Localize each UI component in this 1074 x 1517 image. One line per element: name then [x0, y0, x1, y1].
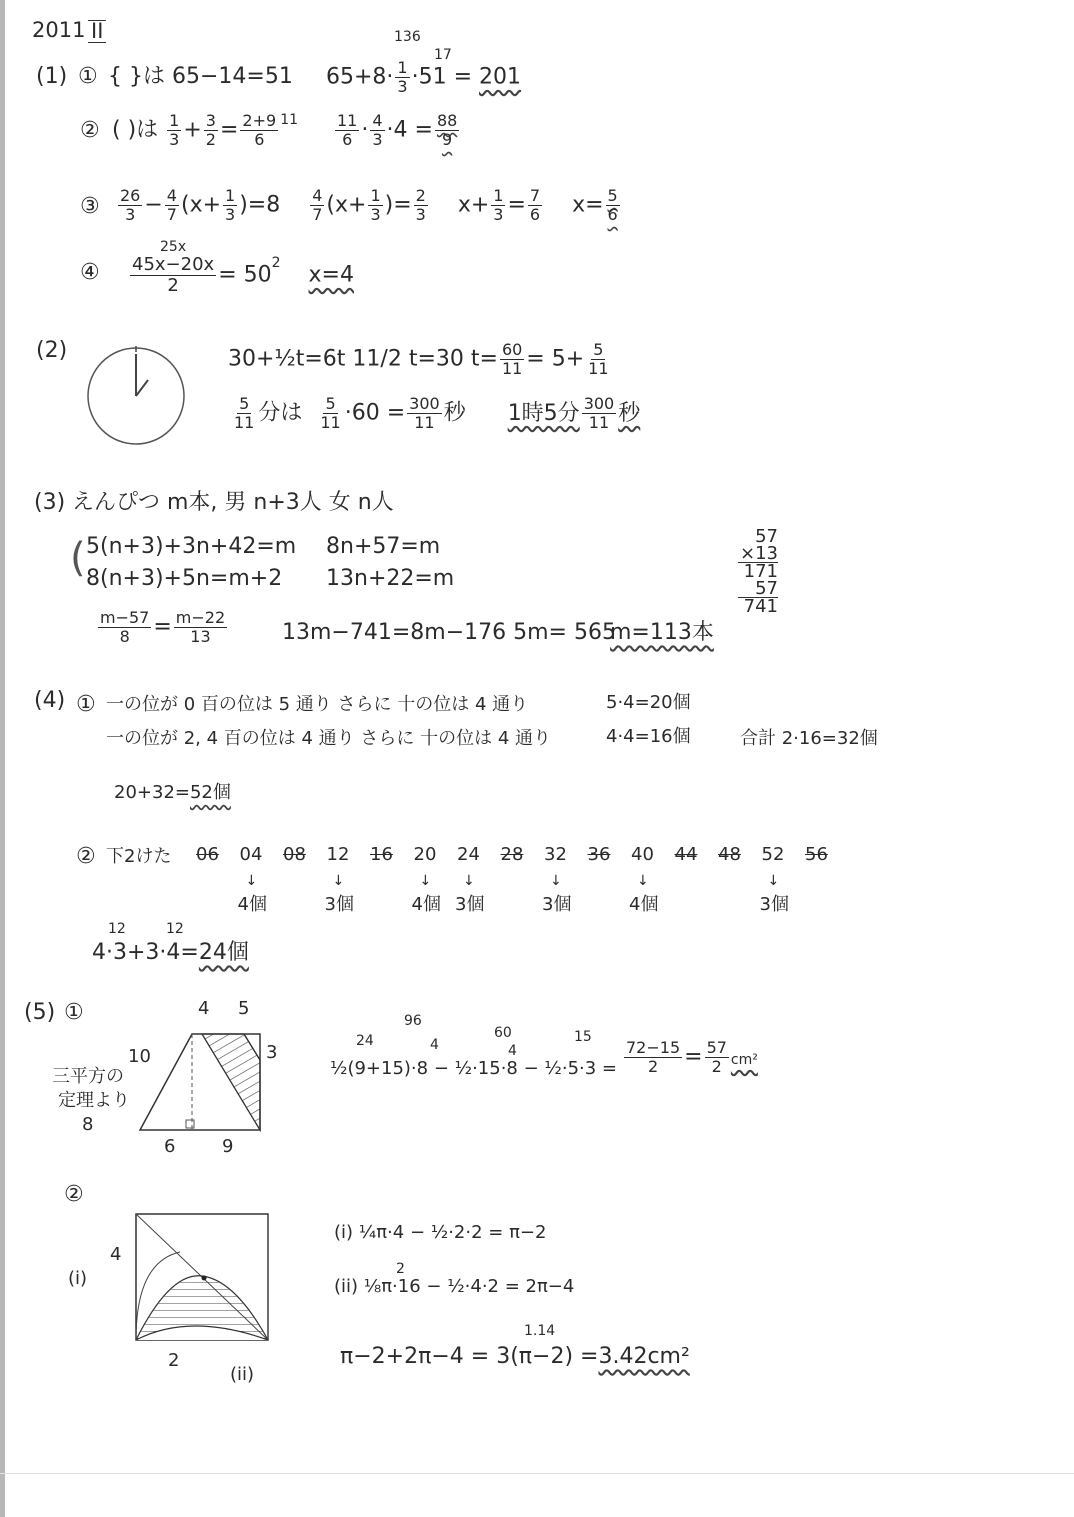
frac-den: 11: [320, 413, 341, 432]
q4-p1-row1: 一の位が 0 百の位は 5 通り さらに 十の位は 4 通り: [106, 694, 529, 715]
q1-p2-text: ( )は: [112, 117, 159, 143]
q3-eq2: 8(n+3)+5n=m+2: [86, 566, 283, 591]
page-bottom-line: [0, 1473, 1074, 1474]
count-label: 4個: [411, 894, 441, 915]
q2-label: (2): [36, 338, 68, 363]
q3-intro: えんぴつ m本, 男 n+3人 女 n人: [72, 490, 394, 515]
q3-brace: (: [70, 535, 86, 581]
frac-num: m−22: [175, 608, 226, 627]
frac-den: 3: [169, 130, 180, 149]
lower-two-digits-item: 40: [631, 844, 654, 865]
q5-p2-num: ②: [64, 1182, 84, 1207]
frac-den: 6: [254, 130, 265, 149]
q2-l1-text: 30+½t=6t 11/2 t=30 t=: [228, 346, 498, 372]
q1-p1-work: [326, 60, 521, 95]
frac-den: 3: [370, 205, 381, 224]
q5-label: (5): [24, 1000, 56, 1025]
q5-p1-over-96: 96: [404, 1013, 422, 1029]
q1-p1-over-17: 17: [434, 47, 452, 63]
q1-p3-t3: (x+: [326, 192, 367, 218]
q4-p1-row3: [114, 784, 231, 802]
count-label: 4個: [237, 894, 267, 915]
q2-l2-t2: ·60 =: [344, 400, 406, 426]
frac-den: 13: [190, 627, 211, 646]
unit: cm²: [730, 1051, 758, 1068]
lower-two-digits-item: 20: [413, 844, 437, 865]
q1-p4-sup: 2: [271, 255, 281, 271]
frac-den: 6: [607, 205, 618, 224]
q1-p3-t5: x+: [457, 192, 490, 218]
q5-p2-over3: 1.14: [524, 1323, 556, 1339]
q4-p1-row2-calc: 4·4=16個: [606, 726, 691, 747]
frac-den: 3: [372, 130, 383, 149]
frac-den: 6: [529, 205, 541, 224]
frac-num: 300: [583, 394, 615, 413]
q5-p1-over-60: 60: [494, 1025, 512, 1041]
fraction: [500, 342, 524, 377]
q5-p1-num: ①: [64, 1000, 84, 1025]
q5-p1-over-4b: 4: [508, 1043, 517, 1059]
q3-answer: m=113本: [610, 620, 714, 645]
q5-p1-answer: [703, 1038, 758, 1076]
q5-p1-lbl3: 3: [266, 1042, 278, 1063]
frac-den: 8: [119, 627, 130, 646]
q5-p2-eq3-row: [340, 1346, 690, 1368]
frac-num: 5: [239, 394, 250, 413]
fraction: [167, 113, 181, 148]
frac-num: 1: [370, 186, 381, 205]
frac-num: 4: [166, 186, 177, 205]
frac-den: 11: [234, 413, 255, 432]
frac-den: 3: [125, 205, 136, 224]
q5-p2-lbl4: 4: [110, 1244, 122, 1265]
q1-p4-t: = 50: [218, 262, 272, 288]
q1-p3-t2: )=8: [239, 192, 281, 218]
q3-frac-eq: $\frac{m-57}{8}$ = $\frac{m-22}{13}$: [100, 608, 226, 646]
q1-p1-over-136: 136: [394, 29, 421, 45]
scan-edge: [0, 0, 5, 1517]
fraction: [368, 188, 382, 223]
fraction: [586, 342, 610, 377]
q1-p2-sup: 11: [280, 112, 299, 128]
frac-den: 6: [342, 130, 353, 149]
q4-p1-row2-total: 合計 2·16=32個: [740, 728, 878, 749]
fraction: [335, 113, 359, 148]
calc-line: 741: [743, 596, 778, 617]
q1-p4-num: ④: [80, 260, 100, 285]
q5-p2-lbl-ii: (ii): [230, 1364, 255, 1385]
q5-p2-eq1: (i) ¼π·4 − ½·2·2 = π−2: [334, 1222, 547, 1243]
down-arrow-icon: ↓: [332, 873, 345, 889]
q2-answer: [507, 394, 641, 432]
calc-line: 57: [738, 580, 778, 598]
fraction: [318, 396, 342, 431]
lower-two-digits-item: 24: [457, 844, 480, 865]
frac-den: 3: [397, 77, 408, 96]
fraction: [582, 396, 617, 431]
q3-eq1: 5(n+3)+3n+42=m: [86, 534, 297, 559]
frac-den: 3: [225, 205, 236, 224]
q5-p2-lbl2: 2: [168, 1350, 180, 1371]
fraction: [223, 188, 237, 223]
square-figure: [130, 1212, 270, 1344]
down-arrow-icon: ↓: [550, 873, 562, 889]
down-arrow-icon: ↓: [767, 873, 780, 889]
frac-num: 5: [593, 340, 604, 359]
q1-p2-answer: [435, 113, 459, 148]
q1-p1-answer: 201: [479, 64, 522, 90]
frac-num: 4: [312, 186, 323, 205]
q5-p2-eq2: (ii) ⅛π·16 − ½·4·2 = 2π−4: [334, 1276, 575, 1297]
lower-two-digits-item: 48: [718, 844, 741, 865]
q5-p2-eq3: π−2+2π−4 = 3(π−2) =: [340, 1344, 599, 1369]
q5-p1-note3: 8: [82, 1114, 94, 1135]
frac-den: 11: [588, 359, 609, 378]
lower-two-digits-item: 06: [196, 844, 219, 865]
q1-p4-work: [128, 256, 354, 295]
fraction: [232, 396, 256, 431]
frac-num: 1: [169, 111, 180, 130]
q5-p1-lbl6: 6: [164, 1136, 176, 1157]
fraction: [310, 188, 324, 223]
fraction: [130, 256, 216, 295]
calc-line: 171: [743, 561, 778, 582]
frac-den: 2: [647, 1057, 659, 1076]
q1-p3-work: $\frac{26}{3}$ − $\frac{4}{7}$ (x+ $\frac{1}{3}$ )=8 $\frac{4}{7}$ (x+ $\frac{1}{3}$ )= $\frac{2}{3}$ x+ $\frac{1}{3}$ = $\frac{7}{6}$ x= $\frac{5}{6}$: [120, 186, 618, 224]
q2-ans-pre: 1時5分: [507, 400, 580, 426]
q5-p1-result: $\frac{72-15}{2}$ = $\frac{57}{2}$ cm²: [626, 1038, 758, 1076]
count-label: 3個: [324, 894, 354, 915]
fraction: [98, 610, 151, 645]
fraction: [240, 113, 278, 148]
q1-p4-over: 25x: [160, 239, 187, 255]
trapezoid-figure: [140, 1030, 270, 1136]
calc-line: 57: [755, 526, 778, 547]
lower-two-digits-item: 28: [500, 844, 524, 865]
right-angle-mark: [186, 1120, 194, 1128]
count-label: 4個: [629, 894, 659, 915]
q5-p1-lbl10: 10: [128, 1046, 151, 1067]
frac-den: 9: [442, 130, 453, 149]
frac-den: 2: [205, 130, 216, 149]
clock-figure: [86, 346, 190, 450]
q1-p1-text: { }は 65−14=51: [108, 64, 293, 89]
q5-p1-over-4a: 4: [430, 1037, 439, 1053]
frac-num: 26: [120, 186, 141, 205]
q2-l2-t3: 秒: [443, 400, 466, 426]
q1-p1-work-b: ·51 =: [411, 64, 473, 90]
q4-p2-over-b: 12: [166, 921, 184, 937]
header-year: 2011: [32, 18, 86, 42]
frac-num: 5: [607, 186, 618, 205]
frac-num: 3: [205, 111, 216, 130]
q2-line2: [230, 396, 640, 431]
q5-p2-answer: 3.42cm²: [598, 1344, 690, 1369]
fraction: [395, 60, 409, 95]
lower-two-digits-item: 04: [239, 844, 263, 865]
down-arrow-icon: ↓: [245, 873, 258, 889]
intersection-point: [202, 1276, 207, 1281]
frac-den: 7: [166, 205, 177, 224]
q3-eq2-right: 13n+22=m: [326, 566, 455, 591]
q5-p2-over2: 2: [396, 1261, 405, 1277]
count-label: 3個: [455, 894, 485, 915]
q1-p3-t4: )=: [384, 192, 412, 218]
q5-p1-over-15: 15: [574, 1029, 592, 1045]
fraction: [414, 188, 428, 223]
q3-side-calc: [738, 528, 778, 615]
q2-l2-t1: 分は: [258, 400, 303, 426]
frac-den: 3: [493, 205, 504, 224]
q5-p1-expr: ½(9+15)·8 − ½·15·8 − ½·5·3 =: [330, 1058, 617, 1079]
q1-label: (1): [36, 64, 68, 89]
q5-p1-over-24: 24: [356, 1033, 374, 1049]
q5-p1-note2: 定理より: [58, 1090, 130, 1111]
q4-p2-sum: 4·3+3·4=: [92, 940, 199, 965]
lower-two-digits-item: 56: [805, 844, 828, 865]
frac-den: 2: [711, 1057, 722, 1076]
q4-p1-num: ①: [76, 692, 96, 717]
frac-den: 11: [501, 359, 523, 378]
frac-den: 2: [167, 275, 179, 296]
q4-p1-row2: 一の位が 2, 4 百の位は 4 通り さらに 十の位は 4 通り: [106, 728, 552, 749]
fraction: [165, 188, 179, 223]
frac-num: 300: [409, 394, 440, 413]
frac-num: 2: [415, 186, 426, 205]
q3-label: (3): [34, 490, 66, 515]
frac-num: 1: [493, 186, 504, 205]
q5-p1-lbl4: 4: [198, 998, 210, 1019]
q2-l1-t: = 5+: [526, 346, 585, 372]
lower-two-digits-item: 16: [370, 844, 393, 865]
q2-ans-post: 秒: [618, 400, 641, 426]
fraction: [407, 396, 442, 431]
q1-p1-work-a: 65+8·: [326, 64, 394, 90]
lower-two-digits-item: 12: [326, 844, 350, 865]
lower-two-digits-item: 36: [587, 844, 611, 865]
frac-num: 1: [225, 186, 236, 205]
q1-p3-answer: [606, 188, 620, 223]
lower-two-digits-item: 52: [761, 844, 785, 865]
q1-p3-num: ③: [80, 194, 100, 219]
frac-num: 88: [436, 111, 458, 130]
fraction: [370, 113, 384, 148]
q4-p2-num: ②: [76, 844, 96, 869]
fraction: [705, 1040, 729, 1075]
fraction: [174, 610, 227, 645]
q3-eq1-right: 8n+57=m: [326, 534, 441, 559]
frac-num: 2+9: [242, 111, 277, 130]
frac-num: 1: [397, 58, 408, 77]
q1-p2-num: ②: [80, 118, 100, 143]
q1-p3-t1: (x+: [180, 192, 222, 218]
shaded-region: [202, 1034, 260, 1130]
q5-p1-lbl5: 5: [238, 998, 250, 1019]
fraction: [491, 188, 505, 223]
q2-line1: [228, 342, 613, 377]
frac-num: 4: [372, 111, 383, 130]
count-label: 3個: [542, 894, 572, 915]
lower-two-digits-item: 44: [674, 844, 698, 865]
frac-num: 11: [336, 111, 358, 130]
calc-line: ×13: [740, 543, 778, 564]
q1-p2-work: ( )は $\frac{1}{3}$ + $\frac{3}{2}$ = $\frac{2+9}{6}$ $^{11}$ $\frac{11}{6}$ · $\frac{4}{3}$ ·4 = $\frac{88}{9}$: [112, 111, 458, 149]
q4-p1-row1-calc: 5·4=20個: [606, 692, 691, 713]
frac-num: 57: [706, 1038, 727, 1057]
q3-step: 13m−741=8m−176 5m= 565: [282, 620, 616, 645]
q5-p1-lbl9: 9: [222, 1136, 234, 1157]
count-label: 3個: [759, 894, 789, 915]
frac-num: 7: [529, 186, 541, 205]
frac-den: 11: [414, 413, 435, 432]
down-arrow-icon: ↓: [463, 873, 475, 889]
down-arrow-icon: ↓: [637, 873, 649, 889]
frac-den: 3: [415, 205, 426, 224]
clock-hour-hand: [136, 380, 148, 396]
frac-num: 60: [501, 340, 523, 359]
fraction: [624, 1040, 682, 1075]
q4-p2-over-a: 12: [108, 921, 126, 937]
q1-p1-num: ①: [78, 64, 98, 89]
q4-p1-sum: 20+32=: [114, 782, 190, 803]
lower-two-digits-item: 32: [544, 844, 567, 865]
fraction: [204, 113, 218, 148]
frac-den: 7: [312, 205, 323, 224]
frac-num: 45x−20x: [132, 254, 215, 275]
q5-p1-note1: 三平方の: [52, 1066, 124, 1087]
q1-p2-tail: ·4 =: [386, 117, 433, 143]
fraction: [528, 188, 542, 223]
q1-p4-answer: x=4: [308, 262, 354, 288]
lower-two-digits-item: 08: [283, 844, 306, 865]
q1-p3-t6: x=: [572, 192, 604, 218]
frac-num: m−57: [100, 608, 150, 627]
q5-p2-lbl-i: (i): [68, 1268, 88, 1289]
frac-den: 11: [588, 413, 610, 432]
q4-p2-label: 下2けた: [106, 846, 172, 867]
q4-p2-answer: 24個: [198, 940, 249, 965]
header-section: II: [88, 20, 106, 43]
q4-p1-answer: 52個: [189, 782, 231, 803]
down-arrow-icon: ↓: [419, 873, 432, 889]
fraction: [118, 188, 142, 223]
frac-num: 72−15: [626, 1038, 681, 1057]
frac-num: 5: [325, 394, 336, 413]
q4-p2-sum-row: [92, 942, 249, 964]
q4-label: (4): [34, 688, 66, 713]
